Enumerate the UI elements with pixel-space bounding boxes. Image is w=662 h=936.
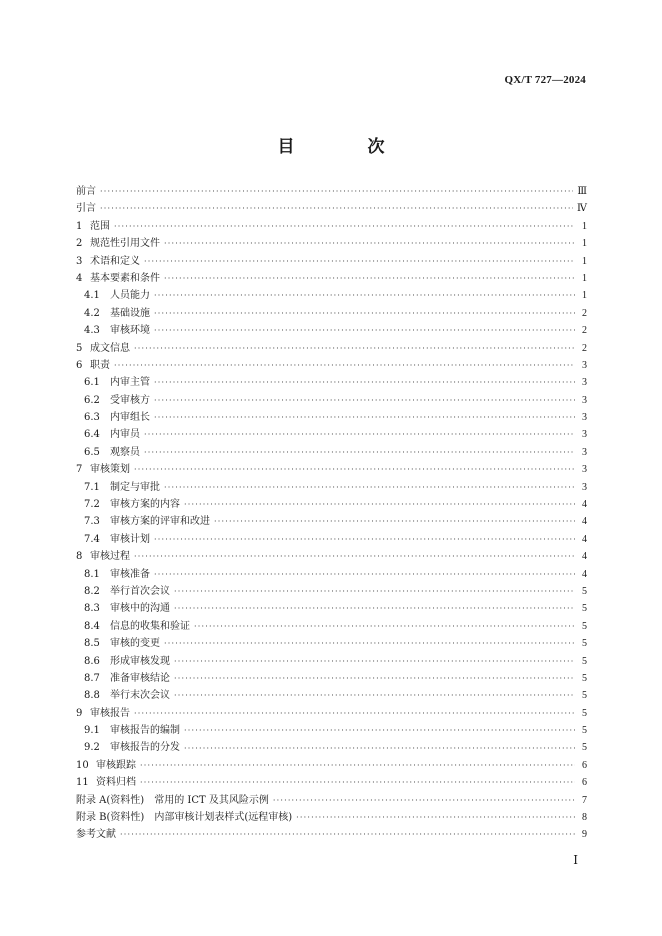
- toc-leader-dots: [184, 722, 575, 739]
- toc-entry-page: 4: [582, 568, 587, 580]
- toc-entry-page: 5: [582, 672, 587, 684]
- toc-entry[interactable]: [76, 253, 587, 270]
- toc-entry-title: 审核计划: [110, 533, 150, 545]
- toc-entry-page: 2: [582, 342, 587, 354]
- toc-entry-title: 受审核方: [110, 394, 150, 406]
- toc-leader-dots: [144, 444, 575, 461]
- toc-entry-title: 观察员: [110, 446, 140, 458]
- toc-leader-dots: [100, 183, 573, 200]
- toc-entry-number: 9.1: [84, 725, 100, 737]
- toc-entry[interactable]: [76, 305, 587, 322]
- toc-entry-title: 审核方案的评审和改进: [110, 516, 210, 528]
- toc-entry-number: 7.3: [84, 516, 100, 528]
- toc-entry-title: 审核报告的编制: [110, 725, 180, 737]
- toc-leader-dots: [134, 548, 575, 565]
- toc-entry-title: 资料归档: [96, 777, 136, 789]
- toc-entry[interactable]: [76, 722, 587, 739]
- toc-entry[interactable]: [76, 774, 587, 791]
- toc-entry[interactable]: [76, 409, 587, 426]
- toc-entry-title: 职责: [90, 359, 110, 371]
- toc-leader-dots: [144, 426, 575, 443]
- toc-entry-number: 4: [76, 272, 83, 284]
- toc-entry[interactable]: [76, 200, 587, 217]
- toc-entry[interactable]: [76, 270, 587, 287]
- toc-entry-title: 范围: [90, 220, 110, 232]
- toc-entry-number: 8.2: [84, 585, 100, 597]
- toc-entry[interactable]: [76, 340, 587, 357]
- toc-entry-page: 5: [582, 690, 587, 702]
- toc-entry-number: 8.4: [84, 620, 100, 632]
- toc-entry-page: 2: [582, 307, 587, 319]
- toc-entry-number: 4.3: [84, 325, 100, 337]
- toc-entry-number: 6.4: [84, 429, 100, 441]
- toc-leader-dots: [273, 792, 575, 809]
- toc-entry-page: 4: [582, 533, 587, 545]
- toc-entry-title: 审核报告: [90, 707, 130, 719]
- toc-entry-page: 5: [582, 725, 587, 737]
- toc-entry-page: 8: [582, 812, 587, 824]
- toc-entry[interactable]: [76, 322, 587, 339]
- toc-entry[interactable]: [76, 618, 587, 635]
- toc-entry[interactable]: [76, 513, 587, 530]
- toc-entry-number: 8.3: [84, 603, 100, 615]
- toc-leader-dots: [174, 687, 575, 704]
- toc-leader-dots: [184, 496, 575, 513]
- toc-entry[interactable]: [76, 757, 587, 774]
- toc-entry-number: 3: [76, 255, 83, 267]
- toc-leader-dots: [194, 618, 575, 635]
- toc-entry-number: 6.2: [84, 394, 100, 406]
- toc-leader-dots: [120, 826, 575, 843]
- toc-entry[interactable]: [76, 548, 587, 565]
- toc-entry-title: 审核的变更: [110, 638, 160, 650]
- toc-entry-page: 7: [582, 794, 587, 806]
- toc-entry[interactable]: [76, 792, 587, 809]
- toc-entry-page: Ⅳ: [577, 203, 587, 215]
- toc-leader-dots: [140, 757, 575, 774]
- toc-entry-page: 3: [582, 394, 587, 406]
- toc-entry[interactable]: [76, 218, 587, 235]
- toc-entry-page: 5: [582, 707, 587, 719]
- toc-entry-number: 6.3: [84, 412, 100, 424]
- toc-entry-page: 1: [582, 272, 587, 284]
- toc-entry-title: 参考文献: [76, 829, 116, 841]
- toc-entry-page: 5: [582, 585, 587, 597]
- toc-leader-dots: [140, 774, 575, 791]
- toc-entry-number: 8.1: [84, 568, 100, 580]
- toc-leader-dots: [164, 235, 575, 252]
- toc-entry-page: 3: [582, 412, 587, 424]
- toc-entry-title: 术语和定义: [90, 255, 140, 267]
- toc-entry-page: 3: [582, 446, 587, 458]
- toc-entry-number: 8.6: [84, 655, 100, 667]
- toc-entry-title: 举行首次会议: [110, 585, 170, 597]
- toc-entry-title: 准备审核结论: [110, 672, 170, 684]
- toc-entry-title: 审核中的沟通: [110, 603, 170, 615]
- toc-entry-title: 举行末次会议: [110, 690, 170, 702]
- table-of-contents: [76, 183, 587, 844]
- standard-code: QX/T 727—2024: [504, 74, 586, 86]
- toc-leader-dots: [184, 740, 575, 757]
- toc-entry-number: 8.5: [84, 638, 100, 650]
- toc-entry-page: 6: [582, 759, 587, 771]
- toc-entry-number: 7.4: [84, 533, 100, 545]
- toc-entry-title: 审核过程: [90, 551, 130, 563]
- toc-entry-page: 5: [582, 638, 587, 650]
- toc-leader-dots: [114, 357, 575, 374]
- toc-leader-dots: [134, 461, 575, 478]
- toc-entry[interactable]: [76, 705, 587, 722]
- toc-leader-dots: [154, 322, 575, 339]
- toc-entry-title: 附录 A(资料性) 常用的 ICT 及其风险示例: [76, 794, 269, 806]
- toc-entry[interactable]: [76, 583, 587, 600]
- toc-leader-dots: [174, 653, 575, 670]
- toc-entry-number: 4.1: [84, 290, 100, 302]
- toc-entry-page: 1: [582, 220, 587, 232]
- toc-entry-number: 9: [76, 707, 83, 719]
- toc-entry-page: 5: [582, 742, 587, 754]
- toc-leader-dots: [174, 583, 575, 600]
- toc-entry[interactable]: [76, 235, 587, 252]
- toc-entry-page: 5: [582, 620, 587, 632]
- toc-entry[interactable]: [76, 740, 587, 757]
- toc-entry-number: 2: [76, 238, 83, 250]
- toc-leader-dots: [164, 479, 575, 496]
- toc-entry[interactable]: [76, 635, 587, 652]
- toc-entry-number: 4.2: [84, 307, 100, 319]
- toc-leader-dots: [154, 566, 575, 583]
- toc-entry-number: 8.8: [84, 690, 100, 702]
- toc-entry-page: 2: [582, 325, 587, 337]
- toc-entry-number: 11: [76, 777, 89, 789]
- toc-entry-title: 附录 B(资料性) 内部审核计划表样式(远程审核): [76, 812, 293, 824]
- toc-entry-number: 7.2: [84, 499, 100, 511]
- toc-entry-title: 审核方案的内容: [110, 499, 180, 511]
- toc-entry-title: 信息的收集和验证: [110, 620, 190, 632]
- toc-entry[interactable]: [76, 670, 587, 687]
- toc-entry-number: 6.1: [84, 377, 100, 389]
- toc-entry-number: 8: [76, 551, 83, 563]
- toc-leader-dots: [134, 340, 575, 357]
- toc-entry[interactable]: [76, 531, 587, 548]
- toc-title: 目 次: [277, 137, 413, 157]
- toc-leader-dots: [154, 287, 575, 304]
- toc-entry-title: 审核报告的分发: [110, 742, 180, 754]
- toc-entry[interactable]: [76, 496, 587, 513]
- toc-entry-title: 审核环境: [110, 325, 150, 337]
- toc-entry-title: 成文信息: [90, 342, 130, 354]
- toc-leader-dots: [154, 409, 575, 426]
- toc-entry[interactable]: [76, 374, 587, 391]
- toc-entry[interactable]: [76, 444, 587, 461]
- toc-entry-title: 基本要素和条件: [90, 272, 160, 284]
- toc-entry[interactable]: [76, 357, 587, 374]
- toc-entry-title: 引言: [76, 203, 96, 215]
- toc-entry-title: 内审组长: [110, 412, 150, 424]
- toc-entry-page: 1: [582, 255, 587, 267]
- toc-entry-page: 3: [582, 464, 587, 476]
- toc-entry[interactable]: [76, 600, 587, 617]
- toc-entry-title: 审核策划: [90, 464, 130, 476]
- toc-entry-title: 形成审核发现: [110, 655, 170, 667]
- toc-entry[interactable]: [76, 566, 587, 583]
- toc-entry-page: 4: [582, 499, 587, 511]
- toc-entry-page: 3: [582, 377, 587, 389]
- toc-leader-dots: [100, 200, 573, 217]
- toc-entry[interactable]: [76, 826, 587, 843]
- toc-leader-dots: [154, 531, 575, 548]
- toc-entry-page: 5: [582, 603, 587, 615]
- toc-leader-dots: [134, 705, 575, 722]
- toc-entry-title: 人员能力: [110, 290, 150, 302]
- toc-entry-number: 6.5: [84, 446, 100, 458]
- toc-entry[interactable]: [76, 426, 587, 443]
- toc-entry-number: 10: [76, 759, 89, 771]
- toc-entry-page: Ⅲ: [577, 185, 587, 197]
- toc-entry-title: 基础设施: [110, 307, 150, 319]
- toc-entry-title: 内审员: [110, 429, 140, 441]
- toc-entry-number: 7: [76, 464, 83, 476]
- toc-entry-title: 规范性引用文件: [90, 238, 160, 250]
- toc-entry-number: 6: [76, 359, 83, 371]
- toc-leader-dots: [154, 305, 575, 322]
- toc-leader-dots: [114, 218, 575, 235]
- toc-leader-dots: [154, 374, 575, 391]
- toc-entry-page: 6: [582, 777, 587, 789]
- toc-entry-page: 3: [582, 429, 587, 441]
- toc-entry-page: 1: [582, 290, 587, 302]
- toc-leader-dots: [164, 635, 575, 652]
- toc-entry-number: 7.1: [84, 481, 100, 493]
- toc-entry[interactable]: [76, 392, 587, 409]
- toc-entry-number: 9.2: [84, 742, 100, 754]
- toc-entry-page: 9: [582, 829, 587, 841]
- toc-leader-dots: [154, 392, 575, 409]
- page-number: Ⅰ: [573, 853, 578, 867]
- toc-entry-page: 4: [582, 551, 587, 563]
- toc-entry[interactable]: [76, 687, 587, 704]
- toc-leader-dots: [296, 809, 575, 826]
- toc-entry-number: 5: [76, 342, 83, 354]
- toc-entry-page: 5: [582, 655, 587, 667]
- toc-entry[interactable]: [76, 183, 587, 200]
- toc-entry-number: 8.7: [84, 672, 100, 684]
- toc-entry-number: 1: [76, 220, 83, 232]
- toc-entry-page: 4: [582, 516, 587, 528]
- toc-entry[interactable]: [76, 461, 587, 478]
- toc-entry-title: 审核跟踪: [96, 759, 136, 771]
- toc-entry[interactable]: [76, 479, 587, 496]
- toc-entry-page: 3: [582, 481, 587, 493]
- toc-entry-page: 1: [582, 238, 587, 250]
- toc-entry-title: 内审主管: [110, 377, 150, 389]
- toc-entry-title: 审核准备: [110, 568, 150, 580]
- toc-leader-dots: [164, 270, 575, 287]
- toc-entry-title: 前言: [76, 185, 96, 197]
- toc-entry-page: 3: [582, 359, 587, 371]
- toc-entry[interactable]: [76, 809, 587, 826]
- toc-leader-dots: [174, 600, 575, 617]
- toc-leader-dots: [144, 253, 575, 270]
- toc-leader-dots: [214, 513, 575, 530]
- toc-leader-dots: [174, 670, 575, 687]
- toc-entry[interactable]: [76, 287, 587, 304]
- toc-entry[interactable]: [76, 653, 587, 670]
- toc-entry-title: 制定与审批: [110, 481, 160, 493]
